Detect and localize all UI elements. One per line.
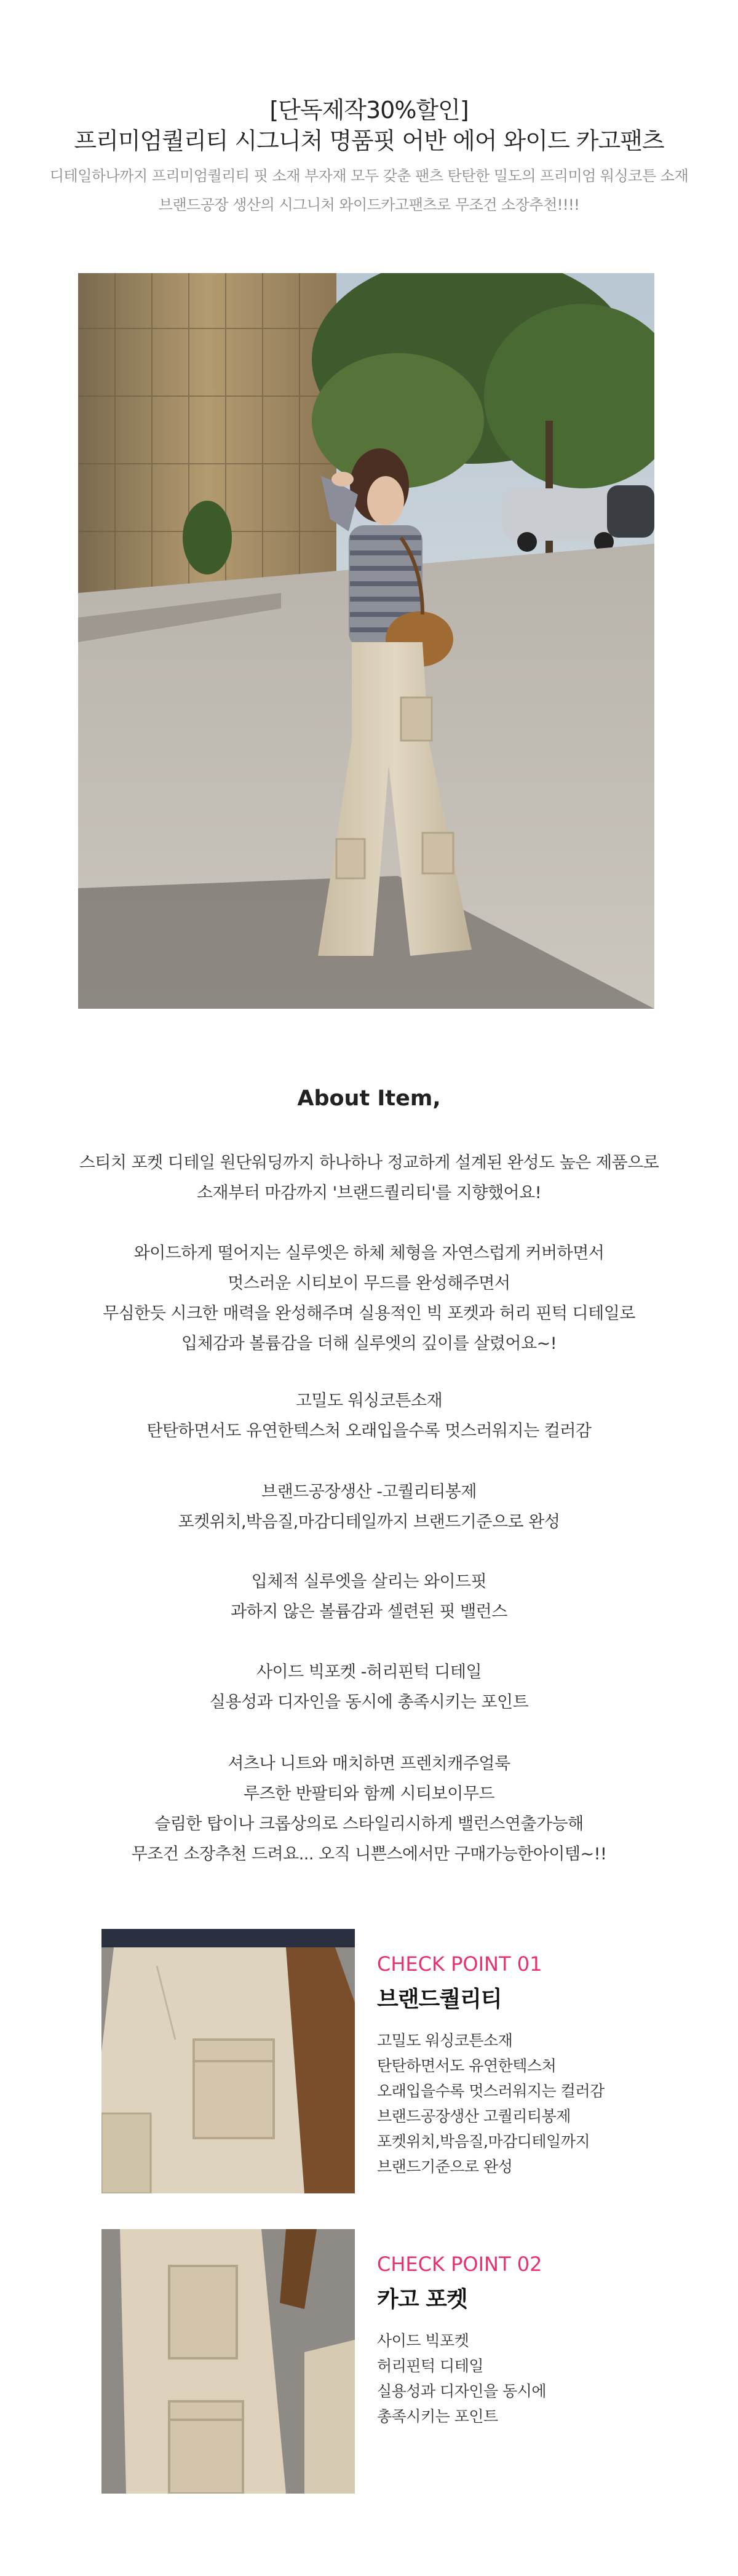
check-point-2-text [377,2229,546,2429]
check-point-1 [101,1929,649,2193]
about-item-heading: About Item, [297,1086,441,1111]
description-line: 소재부터 마감까지 '브랜드퀄리티'를 지향했어요! [196,1183,542,1203]
description-line: 포켓위치,박음질,마감디테일까지 브랜드기준으로 완성 [178,1513,560,1532]
check-point-label: CHECK POINT 01 [377,1952,542,1976]
check-point-label: CHECK POINT 02 [377,2252,542,2276]
description-line: 스티치 포켓 디테일 원단워딩까지 하나하나 정교하게 설계된 완성도 높은 제품으로 [79,1153,659,1172]
description-line: 입체감과 볼륨감을 더해 실루엣의 깊이를 살렸어요~! [181,1334,557,1353]
description-line: 브랜드공장생산 -고퀄리티봉제 [261,1482,477,1501]
description-line: 멋스러운 시티보이 무드를 완성해주면서 [228,1274,510,1293]
description-line: 무조건 소장추천 드려요... 오직 니쁜스에서만 구매가능한아이템~!! [131,1845,607,1864]
check-point-line: 브랜드기준으로 완성 [377,2158,513,2176]
description-paragraph-2 [0,1238,738,1359]
check-point-line: 오래입을수록 멋스러워지는 컬러감 [377,2082,605,2100]
description-line: 사이드 빅포켓 -허리핀턱 디테일 [256,1663,482,1682]
product-subtitle-line2: 브랜드공장 생산의 시그니처 와이드카고팬츠로 무조건 소장추천!!!! [158,196,580,213]
description-line: 와이드하게 떨어지는 실루엣은 하체 체형을 자연스럽게 커버하면서 [133,1244,605,1263]
description-line: 고밀도 워싱코튼소재 [295,1391,443,1410]
check-point-1-photo [101,1929,355,2193]
check-point-line: 허리핀턱 디테일 [377,2357,483,2375]
check-point-name: 브랜드퀄리티 [377,1987,502,2012]
check-point-line: 포켓위치,박음질,마감디테일까지 [377,2133,590,2150]
product-subtitle-line1: 디테일하나까지 프리미엄퀄리티 핏 소재 부자재 모두 갖춘 팬츠 탄탄한 밀도의 프리미엄 워싱코튼 소재 [49,167,689,185]
description-line: 과하지 않은 볼륨감과 셀련된 핏 밸런스 [231,1602,507,1621]
description-line: 실용성과 디자인을 동시에 총족시키는 포인트 [209,1693,529,1712]
description-paragraph-7 [0,1749,738,1869]
check-point-line: 사이드 빅포켓 [377,2332,469,2350]
check-point-2-photo [101,2229,355,2494]
check-point-name: 카고 포켓 [377,2287,467,2312]
description-line: 슬림한 탑이나 크롭상의로 스타일리시하게 밸런스연출가능해 [154,1815,584,1834]
check-point-line: 실용성과 디자인을 동시에 [377,2382,547,2400]
description-paragraph-5 [0,1567,738,1627]
description-paragraph-1 [0,1148,738,1208]
description-line: 탄탄하면서도 유연한텍스처 오래입을수록 멋스러워지는 컬러감 [146,1421,592,1441]
main-product-photo [78,273,654,1009]
product-title-line1: [단독제작30%할인] [269,97,469,124]
description-line: 루즈한 반팔티와 함께 시티보이무드 [244,1784,494,1803]
check-point-line: 탄탄하면서도 유연한텍스처 [377,2057,557,2075]
description-paragraph-4 [0,1477,738,1537]
check-point-2 [101,2229,649,2494]
description-line: 무심한듯 시크한 매력을 완성해주며 실용적인 빅 포켓과 허리 핀턱 디테일로 [103,1304,635,1323]
product-title-line2: 프리미엄퀄리티 시그니처 명품핏 어반 에어 와이드 카고팬츠 [74,127,664,154]
check-point-line: 브랜드공장생산 고퀄리티봉제 [377,2107,571,2125]
description-paragraph-6 [0,1657,738,1717]
check-point-line: 고밀도 워싱코튼소재 [377,2032,513,2049]
check-point-1-text [377,1929,605,2179]
check-point-line: 총족시키는 포인트 [377,2407,498,2425]
description-line: 셔츠나 니트와 매치하면 프렌치캐주얼룩 [228,1754,510,1773]
description-paragraph-3 [0,1386,738,1446]
description-line: 입체적 실루엣을 살리는 와이드핏 [251,1572,487,1591]
